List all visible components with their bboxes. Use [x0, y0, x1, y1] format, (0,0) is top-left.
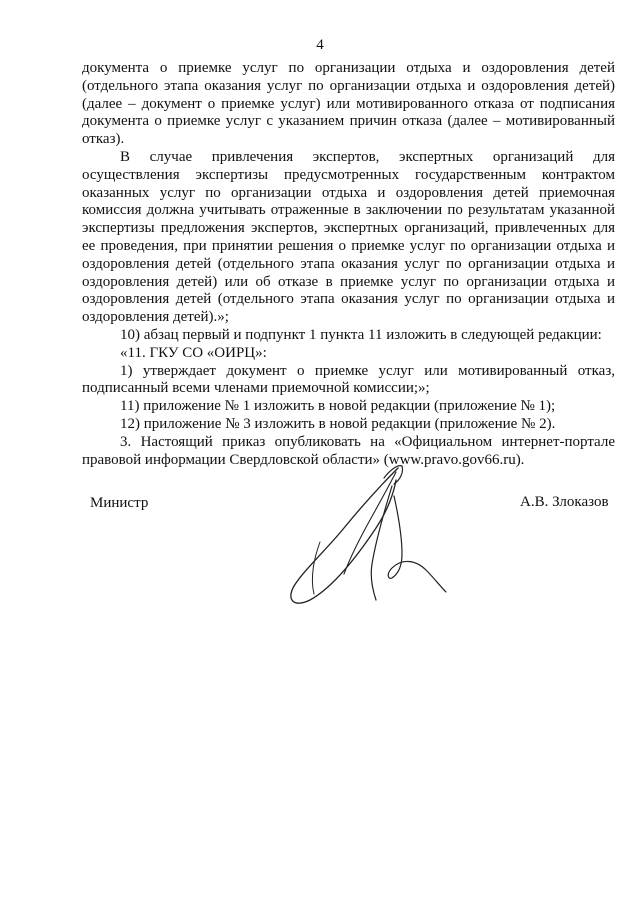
paragraph-continuation: документа о приемке услуг по организации отдыха и оздоровления детей (отдельного этапа оказания услуг по организации отдыха и оздоровления детей) (далее – документ о приемке услуг) или мотивированного отказа от подписания документа о приемке услуг с указанием причин отказа (далее – мотивированный отказ). [82, 60, 615, 148]
paragraph-subitem-1: 1) утверждает документ о приемке услуг или мотивированный отказ, подписанный всеми членами приемочной комиссии;»; [82, 362, 615, 397]
paragraph-clause-11: «11. ГКУ СО «ОИРЦ»: [120, 344, 267, 361]
paragraph-experts: В случае привлечения экспертов, экспертных организаций для осуществления экспертизы предусмотренных государственным контрактом оказанных услуг по организации отдыха и оздоровления детей приемочная комиссия должна учитывать отраженные в заключении по результатам указанной экспертизы предложения экспертов, экспертных организаций, привлеченных для ее проведения, при принятии решения о приемке услуг по организации отдыха и оздоровления детей (отдельного этапа оказания услуг по организации отдыха и оздоровления детей) или об отказе в приемке услуг по организации отдыха и оздоровления детей (отдельного этапа оказания услуг по организации отдыха и оздоровления детей).»; [82, 148, 615, 326]
page-number: 4 [316, 37, 324, 53]
handwritten-signature [280, 462, 450, 622]
paragraph-item-12: 12) приложение № 3 изложить в новой редакции (приложение № 2). [120, 415, 556, 432]
signatory-name: А.В. Злоказов [520, 494, 609, 510]
paragraph-publication: 3. Настоящий приказ опубликовать на «Официальном интернет-портале правовой информации Свердловской области» (www.pravo.gov66.ru). [82, 433, 615, 468]
paragraph-item-10: 10) абзац первый и подпункт 1 пункта 11 изложить в следующей редакции: [120, 326, 602, 343]
paragraph-item-11: 11) приложение № 1 изложить в новой редакции (приложение № 1); [120, 398, 556, 415]
signatory-title: Министр [90, 495, 149, 511]
